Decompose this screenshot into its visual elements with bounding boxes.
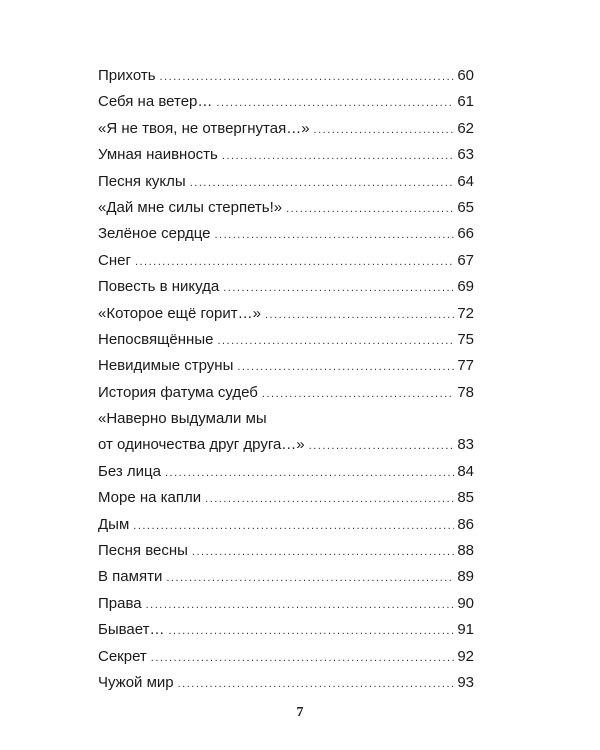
toc-entry: [98, 564, 474, 590]
toc-entry-page-number: 61: [457, 93, 474, 111]
toc-entry-title: от одиночества друг друга…»: [98, 436, 305, 454]
toc-entry: [98, 380, 474, 406]
toc-entry-title: Бывает…: [98, 621, 165, 639]
dot-leader: [217, 328, 454, 354]
toc-entry-page-number: 89: [457, 568, 474, 586]
toc-entry-page-number: 88: [457, 542, 474, 560]
toc-entry-page-number: 65: [457, 198, 474, 216]
toc-entry-title: Себя на ветер…: [98, 93, 213, 111]
toc-entry-page-number: 75: [457, 330, 474, 348]
toc-entry: [98, 485, 474, 511]
toc-entry: [98, 274, 474, 300]
toc-entry-title: История фатума судеб: [98, 383, 258, 401]
toc-entry-title: Дым: [98, 515, 130, 533]
toc-entry-title: Прихоть: [98, 67, 156, 84]
dot-leader: [135, 249, 454, 275]
toc-entry: [98, 353, 474, 379]
toc-entry: [98, 89, 474, 115]
dot-leader: [168, 618, 454, 644]
dot-leader: [160, 64, 454, 90]
dot-leader: [178, 671, 454, 697]
dot-leader: [309, 433, 454, 459]
toc-entry: [98, 617, 474, 643]
toc-entry: [98, 327, 474, 353]
dot-leader: [151, 645, 454, 671]
toc-entry-page-number: 91: [457, 621, 474, 639]
toc-entry: [98, 591, 474, 617]
toc-entry-page-number: 84: [457, 462, 474, 480]
toc-entry-title: Чужой мир: [98, 673, 174, 691]
toc-entry: [98, 670, 474, 696]
toc-entry-page-number: 67: [457, 251, 474, 269]
dot-leader: [265, 302, 454, 328]
toc-entry-title: Море на капли: [98, 489, 202, 507]
toc-entry-page-number: 72: [457, 304, 474, 322]
toc-entry: [98, 195, 474, 221]
toc-entry-page-number: 77: [457, 357, 474, 375]
toc-entry-title: Повесть в никуда: [98, 278, 220, 296]
dot-leader: [216, 90, 454, 116]
dot-leader: [222, 143, 454, 169]
toc-entry-page-number: 78: [457, 383, 474, 401]
toc-entry-title: Песня весны: [98, 542, 188, 560]
toc-entry-title: В памяти: [98, 568, 163, 586]
dot-leader: [146, 592, 454, 618]
toc-entry-title: «Я не твоя, не отвергнутая…»: [98, 119, 310, 137]
dot-leader: [165, 460, 454, 486]
dot-leader: [205, 486, 454, 512]
table-of-contents: [98, 63, 474, 696]
dot-leader: [314, 117, 454, 143]
toc-entry-title: Песня куклы: [98, 172, 186, 190]
toc-entry: [98, 142, 474, 168]
toc-entry-page-number: 92: [457, 647, 474, 665]
toc-entry-title: «Дай мне силы стерпеть!»: [98, 198, 283, 216]
toc-entry: [98, 63, 474, 89]
dot-leader: [192, 539, 454, 565]
toc-entry: [98, 459, 474, 485]
toc-entry-title-line: «Наверно выдумали мы: [98, 410, 267, 428]
dot-leader: [133, 513, 454, 539]
toc-entry-title: Умная наивность: [98, 146, 218, 164]
dot-leader: [286, 196, 454, 222]
toc-entry: [98, 248, 474, 274]
toc-entry: [98, 512, 474, 538]
toc-entry-page-number: 66: [457, 225, 474, 243]
toc-entry-title: Без лица: [98, 462, 161, 480]
page-number: 7: [296, 705, 304, 720]
toc-entry: [98, 116, 474, 142]
toc-entry-page-number: 60: [457, 67, 474, 84]
toc-entry: [98, 301, 474, 327]
toc-entry-page-number: 62: [457, 119, 474, 137]
dot-leader: [223, 275, 454, 301]
dot-leader: [166, 565, 454, 591]
toc-entry-page-number: 69: [457, 278, 474, 296]
dot-leader: [190, 170, 454, 196]
toc-entry-title: Права: [98, 594, 142, 612]
dot-leader: [262, 381, 454, 407]
toc-entry-title: Невидимые струны: [98, 357, 234, 375]
toc-entry: [98, 538, 474, 564]
toc-entry: [98, 169, 474, 195]
toc-entry: [98, 221, 474, 247]
toc-entry-page-number: 63: [457, 146, 474, 164]
toc-entry-page-number: 85: [457, 489, 474, 507]
dot-leader: [237, 354, 454, 380]
toc-entry-page-number: 83: [457, 436, 474, 454]
dot-leader: [215, 222, 455, 248]
toc-entry-page-number: 90: [457, 594, 474, 612]
toc-entry-title: Снег: [98, 251, 131, 269]
toc-entry-page-number: 64: [457, 172, 474, 190]
toc-entry-title: Непосвящённые: [98, 330, 214, 348]
toc-entry-page-number: 86: [457, 515, 474, 533]
toc-entry: [98, 644, 474, 670]
toc-entry: [98, 432, 474, 458]
toc-entry-title: «Которое ещё горит…»: [98, 304, 261, 322]
toc-entry-page-number: 93: [457, 673, 474, 691]
toc-entry-title: Секрет: [98, 647, 147, 665]
toc-entry-title: Зелёное сердце: [98, 225, 211, 243]
